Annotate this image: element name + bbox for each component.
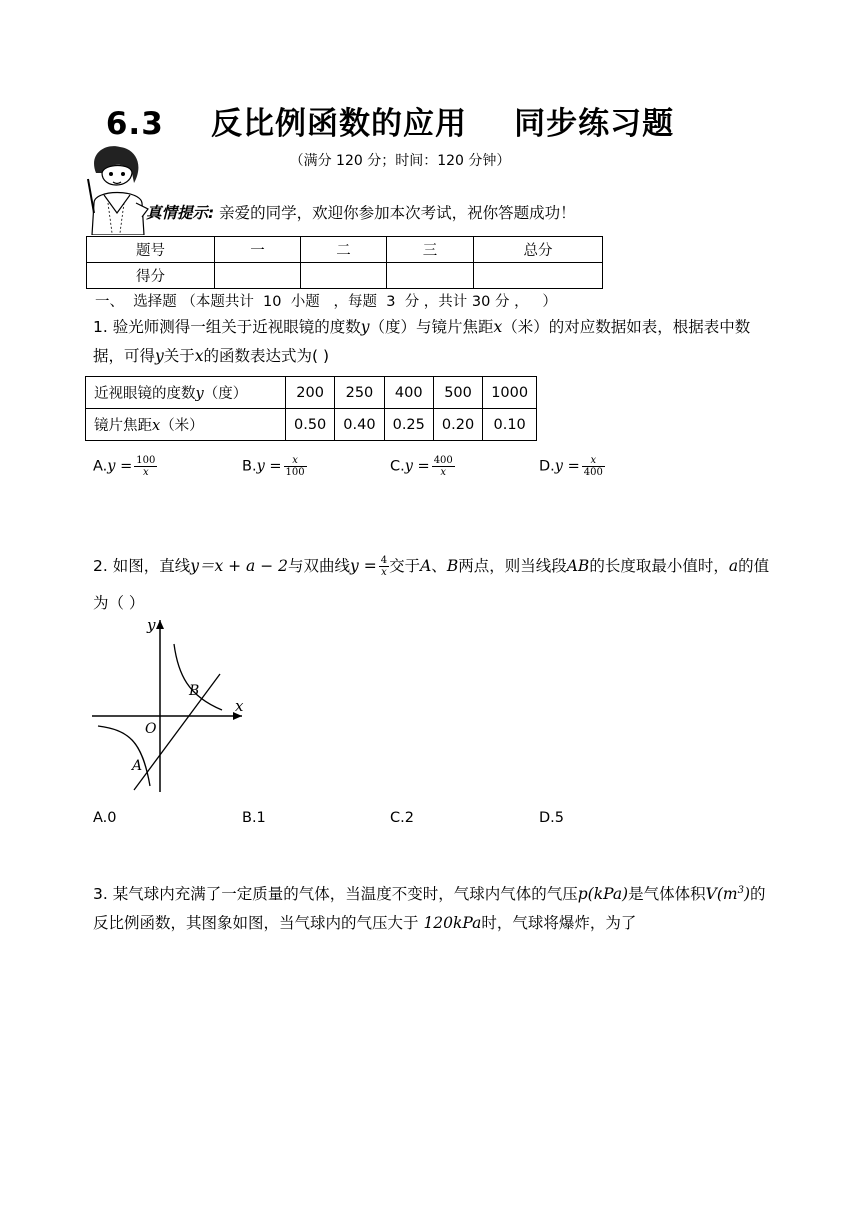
fraction-numerator: x	[284, 455, 307, 467]
q1-var-x: x	[493, 318, 503, 336]
score-table-header-row	[87, 237, 603, 263]
score-cell[interactable]	[387, 263, 474, 289]
score-row-label: 得分	[87, 263, 215, 289]
score-header-cell: 二	[301, 237, 387, 263]
q1-data-table	[85, 376, 537, 441]
q3-text-part: 的反比例函数，其图象如图，当气球内的气压大于	[93, 885, 766, 933]
q2-text-part: 交于	[389, 557, 421, 575]
y-axis-arrow	[156, 620, 164, 629]
fraction-denominator: 400	[583, 467, 603, 478]
score-table	[86, 236, 603, 289]
q3-text-part: 时，气球将爆炸，为了	[481, 914, 637, 933]
q3-pressure-var: p(kPa)	[577, 885, 629, 904]
q1-var-x: x	[194, 347, 204, 365]
q3-volume-var: V(m	[705, 885, 738, 904]
q1-text-part: 的函数表达式为( )	[203, 347, 330, 365]
section-heading: 一、 选择题 （本题共计 10 小题 ，每题 3 分 ，共计 30 分 ， ）	[95, 294, 557, 310]
option-fraction	[134, 455, 157, 478]
option-letter: C.	[390, 458, 405, 475]
option-letter: B.	[242, 458, 257, 475]
option-lhs: y =	[404, 458, 430, 475]
score-header-cell: 一	[215, 237, 301, 263]
q3-threshold: 120kPa	[423, 914, 482, 933]
label-a: A	[132, 758, 143, 774]
fraction-denominator: x	[142, 467, 149, 478]
fraction-denominator: x	[381, 567, 387, 578]
row-label-var: y	[195, 386, 204, 402]
table-cell: 500	[433, 377, 482, 409]
table-row	[86, 377, 537, 409]
option-lhs: y =	[107, 458, 133, 475]
score-cell[interactable]	[301, 263, 387, 289]
tip-text: 亲爱的同学，欢迎你参加本次考试，祝你答题成功！	[219, 204, 576, 222]
question-2-text	[93, 548, 773, 622]
exam-tip	[146, 201, 576, 223]
q1-text-part: 1. 验光师测得一组关于近视眼镜的度数	[93, 318, 361, 336]
q1-text-part: （度）与镜片焦距	[369, 318, 494, 336]
q2-text-part: 2. 如图，直线	[93, 557, 191, 575]
hyperbola-branch-first-quadrant	[174, 644, 222, 710]
row-label-text: 近视眼镜的度数	[94, 386, 196, 402]
table-cell: 0.40	[335, 409, 384, 441]
q2-point-b: B	[446, 557, 459, 575]
q3-text-part: 3. 某气球内充满了一定质量的气体，当温度不变时，气球内气体的气压	[93, 885, 578, 904]
q2-text-part: 的值为（ ）	[93, 557, 770, 612]
table-row	[86, 409, 537, 441]
option-lhs: y =	[554, 458, 580, 475]
tip-label: 真情提示:	[146, 204, 215, 222]
row-label-text: 镜片焦距	[94, 418, 152, 434]
q1-option-c[interactable]	[390, 455, 455, 478]
option-lhs: y =	[256, 458, 282, 475]
q2-hyperbola-fraction	[379, 555, 389, 578]
q1-option-d[interactable]	[539, 455, 605, 478]
table-row-label	[86, 409, 286, 441]
option-fraction	[582, 455, 605, 478]
q2-point-a: A	[420, 557, 432, 575]
table-cell: 1000	[483, 377, 537, 409]
q2-var-a: a	[728, 557, 739, 575]
q2-hyperbola-lhs: y =	[350, 557, 377, 575]
row-label-unit: （度）	[203, 386, 248, 402]
fraction-numerator: 400	[433, 455, 453, 466]
q2-graph-figure	[92, 614, 252, 794]
teacher-cartoon-illustration	[84, 143, 150, 235]
q1-option-a[interactable]	[93, 455, 157, 478]
score-cell[interactable]	[474, 263, 603, 289]
q2-text-part: 与双曲线	[288, 557, 351, 575]
label-b: B	[189, 683, 200, 699]
fraction-denominator: 100	[285, 467, 305, 478]
row-label-var: x	[152, 418, 161, 434]
fraction-numerator: 4	[380, 555, 388, 566]
q1-option-b[interactable]	[242, 455, 307, 478]
score-header-cell: 总分	[474, 237, 603, 263]
table-cell: 400	[384, 377, 433, 409]
score-cell[interactable]	[215, 263, 301, 289]
label-origin: O	[145, 721, 157, 737]
fraction-numerator: x	[582, 455, 605, 467]
fraction-denominator: x	[440, 467, 447, 478]
question-1-text	[93, 313, 773, 371]
table-row-label	[86, 377, 286, 409]
option-letter: D.	[539, 458, 555, 475]
q1-text-part: 关于	[163, 347, 195, 365]
row-label-unit: （米）	[160, 418, 204, 434]
q3-volume-close: )	[743, 885, 751, 904]
table-cell: 200	[286, 377, 335, 409]
q2-text-part: 、	[431, 557, 447, 575]
q2-line-equation: y＝x + a − 2	[190, 557, 289, 575]
table-cell: 0.50	[286, 409, 335, 441]
score-header-cell: 题号	[87, 237, 215, 263]
hyperbola-branch-third-quadrant	[98, 726, 150, 786]
q1-var-y: y	[360, 318, 370, 336]
q2-text-part: 两点，则当线段	[458, 557, 567, 575]
fraction-numerator: 100	[136, 455, 156, 466]
page-subtitle: （满分 120 分；时间：120 分钟）	[289, 153, 511, 169]
q3-text-part: 是气体体积	[628, 885, 706, 904]
q2-text-part: 的长度取最小值时，	[589, 557, 729, 575]
table-cell: 0.10	[483, 409, 537, 441]
q2-option-b[interactable]: B.1	[242, 810, 266, 826]
score-table-score-row	[87, 263, 603, 289]
q2-option-a[interactable]: A.0	[93, 810, 117, 826]
q2-segment: AB	[566, 557, 590, 575]
table-cell: 250	[335, 377, 384, 409]
score-header-cell: 三	[387, 237, 474, 263]
q2-option-d[interactable]: D.5	[539, 810, 564, 826]
q3-volume-exponent: 3	[737, 885, 744, 896]
q2-option-c[interactable]: C.2	[390, 810, 414, 826]
q1-text-part: （米）的对应数据如表，根据表中数据，可得	[93, 318, 751, 365]
table-cell: 0.20	[433, 409, 482, 441]
label-x: x	[235, 697, 244, 715]
question-3-text	[93, 876, 773, 938]
option-letter: A.	[93, 458, 108, 475]
label-y: y	[147, 616, 156, 634]
option-fraction	[284, 455, 307, 478]
option-fraction	[432, 455, 455, 478]
table-cell: 0.25	[384, 409, 433, 441]
q1-var-y: y	[155, 347, 164, 365]
page-title: 6.3 反比例函数的应用 同步练习题	[105, 106, 675, 142]
